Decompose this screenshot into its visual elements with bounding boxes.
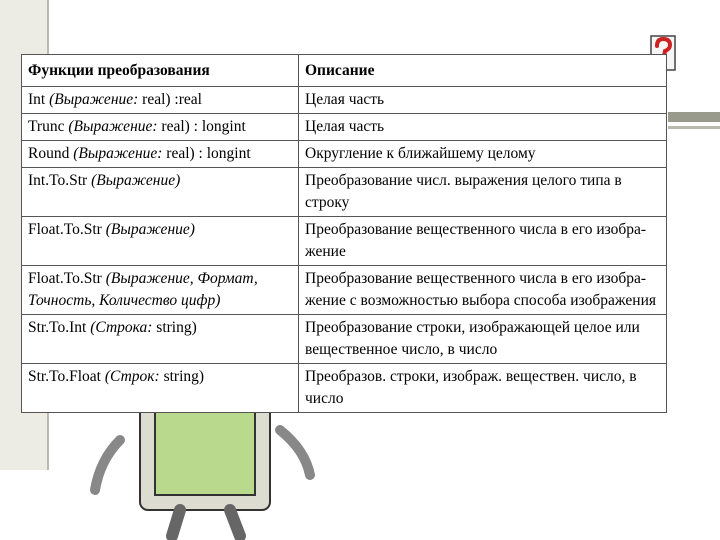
- function-args-italic: (Строка:: [86, 319, 153, 336]
- function-args-italic: (Строк:: [100, 368, 160, 385]
- function-description: Преобразование вещественного числа в его изобра-жение с возможностью выбора способа изображения: [299, 266, 667, 315]
- table-row: [22, 315, 667, 364]
- function-args-italic: (Выражение:: [45, 91, 139, 108]
- function-signature: [22, 168, 299, 217]
- function-signature: [22, 364, 299, 413]
- function-signature: [22, 114, 299, 141]
- table-row: [22, 114, 667, 141]
- conversion-functions-table: [21, 54, 667, 413]
- function-name: Float.To.Str: [28, 270, 102, 287]
- function-args-italic-cont: Точность, Количество цифр): [28, 292, 221, 309]
- function-description: Целая часть: [299, 87, 667, 114]
- function-args-italic: (Выражение:: [69, 145, 163, 162]
- function-signature: [22, 266, 299, 315]
- function-name: Round: [28, 145, 70, 162]
- function-args-type: real) : longint: [162, 145, 251, 162]
- function-name: Str.To.Float: [28, 368, 101, 385]
- table-row: [22, 266, 667, 315]
- function-name: Int.To.Str: [28, 172, 88, 189]
- function-signature: [22, 87, 299, 114]
- table-row: [22, 141, 667, 168]
- function-args-italic: (Выражение): [87, 172, 181, 189]
- table-row: [22, 217, 667, 266]
- function-description: Округление к ближайшему целому: [299, 141, 667, 168]
- function-args-type: real) : longint: [157, 118, 246, 135]
- function-args-type: string): [159, 368, 205, 385]
- function-args-type: string): [152, 319, 197, 336]
- function-name: Float.To.Str: [28, 221, 102, 238]
- function-name: Trunc: [28, 118, 65, 135]
- header-functions: Функции преобразования: [22, 55, 299, 87]
- function-signature: [22, 315, 299, 364]
- function-args-italic: (Выражение, Формат,: [101, 270, 258, 287]
- header-description: Описание: [299, 55, 667, 87]
- function-args-italic: (Выражение:: [64, 118, 158, 135]
- function-signature: [22, 141, 299, 168]
- function-description: Целая часть: [299, 114, 667, 141]
- function-description: Преобразование вещественного числа в его изобра-жение: [299, 217, 667, 266]
- function-signature: [22, 217, 299, 266]
- function-description: Преобразование строки, изображающей целое или вещественное число, в число: [299, 315, 667, 364]
- table-row: [22, 87, 667, 114]
- right-decor-bar: [668, 112, 720, 122]
- table-header-row: [22, 55, 667, 87]
- right-decor-line: [668, 126, 720, 129]
- function-args-italic: (Выражение): [101, 221, 195, 238]
- function-description: Преобразов. строки, изображ. веществен. число, в число: [299, 364, 667, 413]
- function-name: Int: [28, 91, 46, 108]
- function-name: Str.To.Int: [28, 319, 87, 336]
- table-row: [22, 364, 667, 413]
- function-description: Преобразование числ. выражения целого типа в строку: [299, 168, 667, 217]
- table-row: [22, 168, 667, 217]
- function-args-type: real) :real: [138, 91, 202, 108]
